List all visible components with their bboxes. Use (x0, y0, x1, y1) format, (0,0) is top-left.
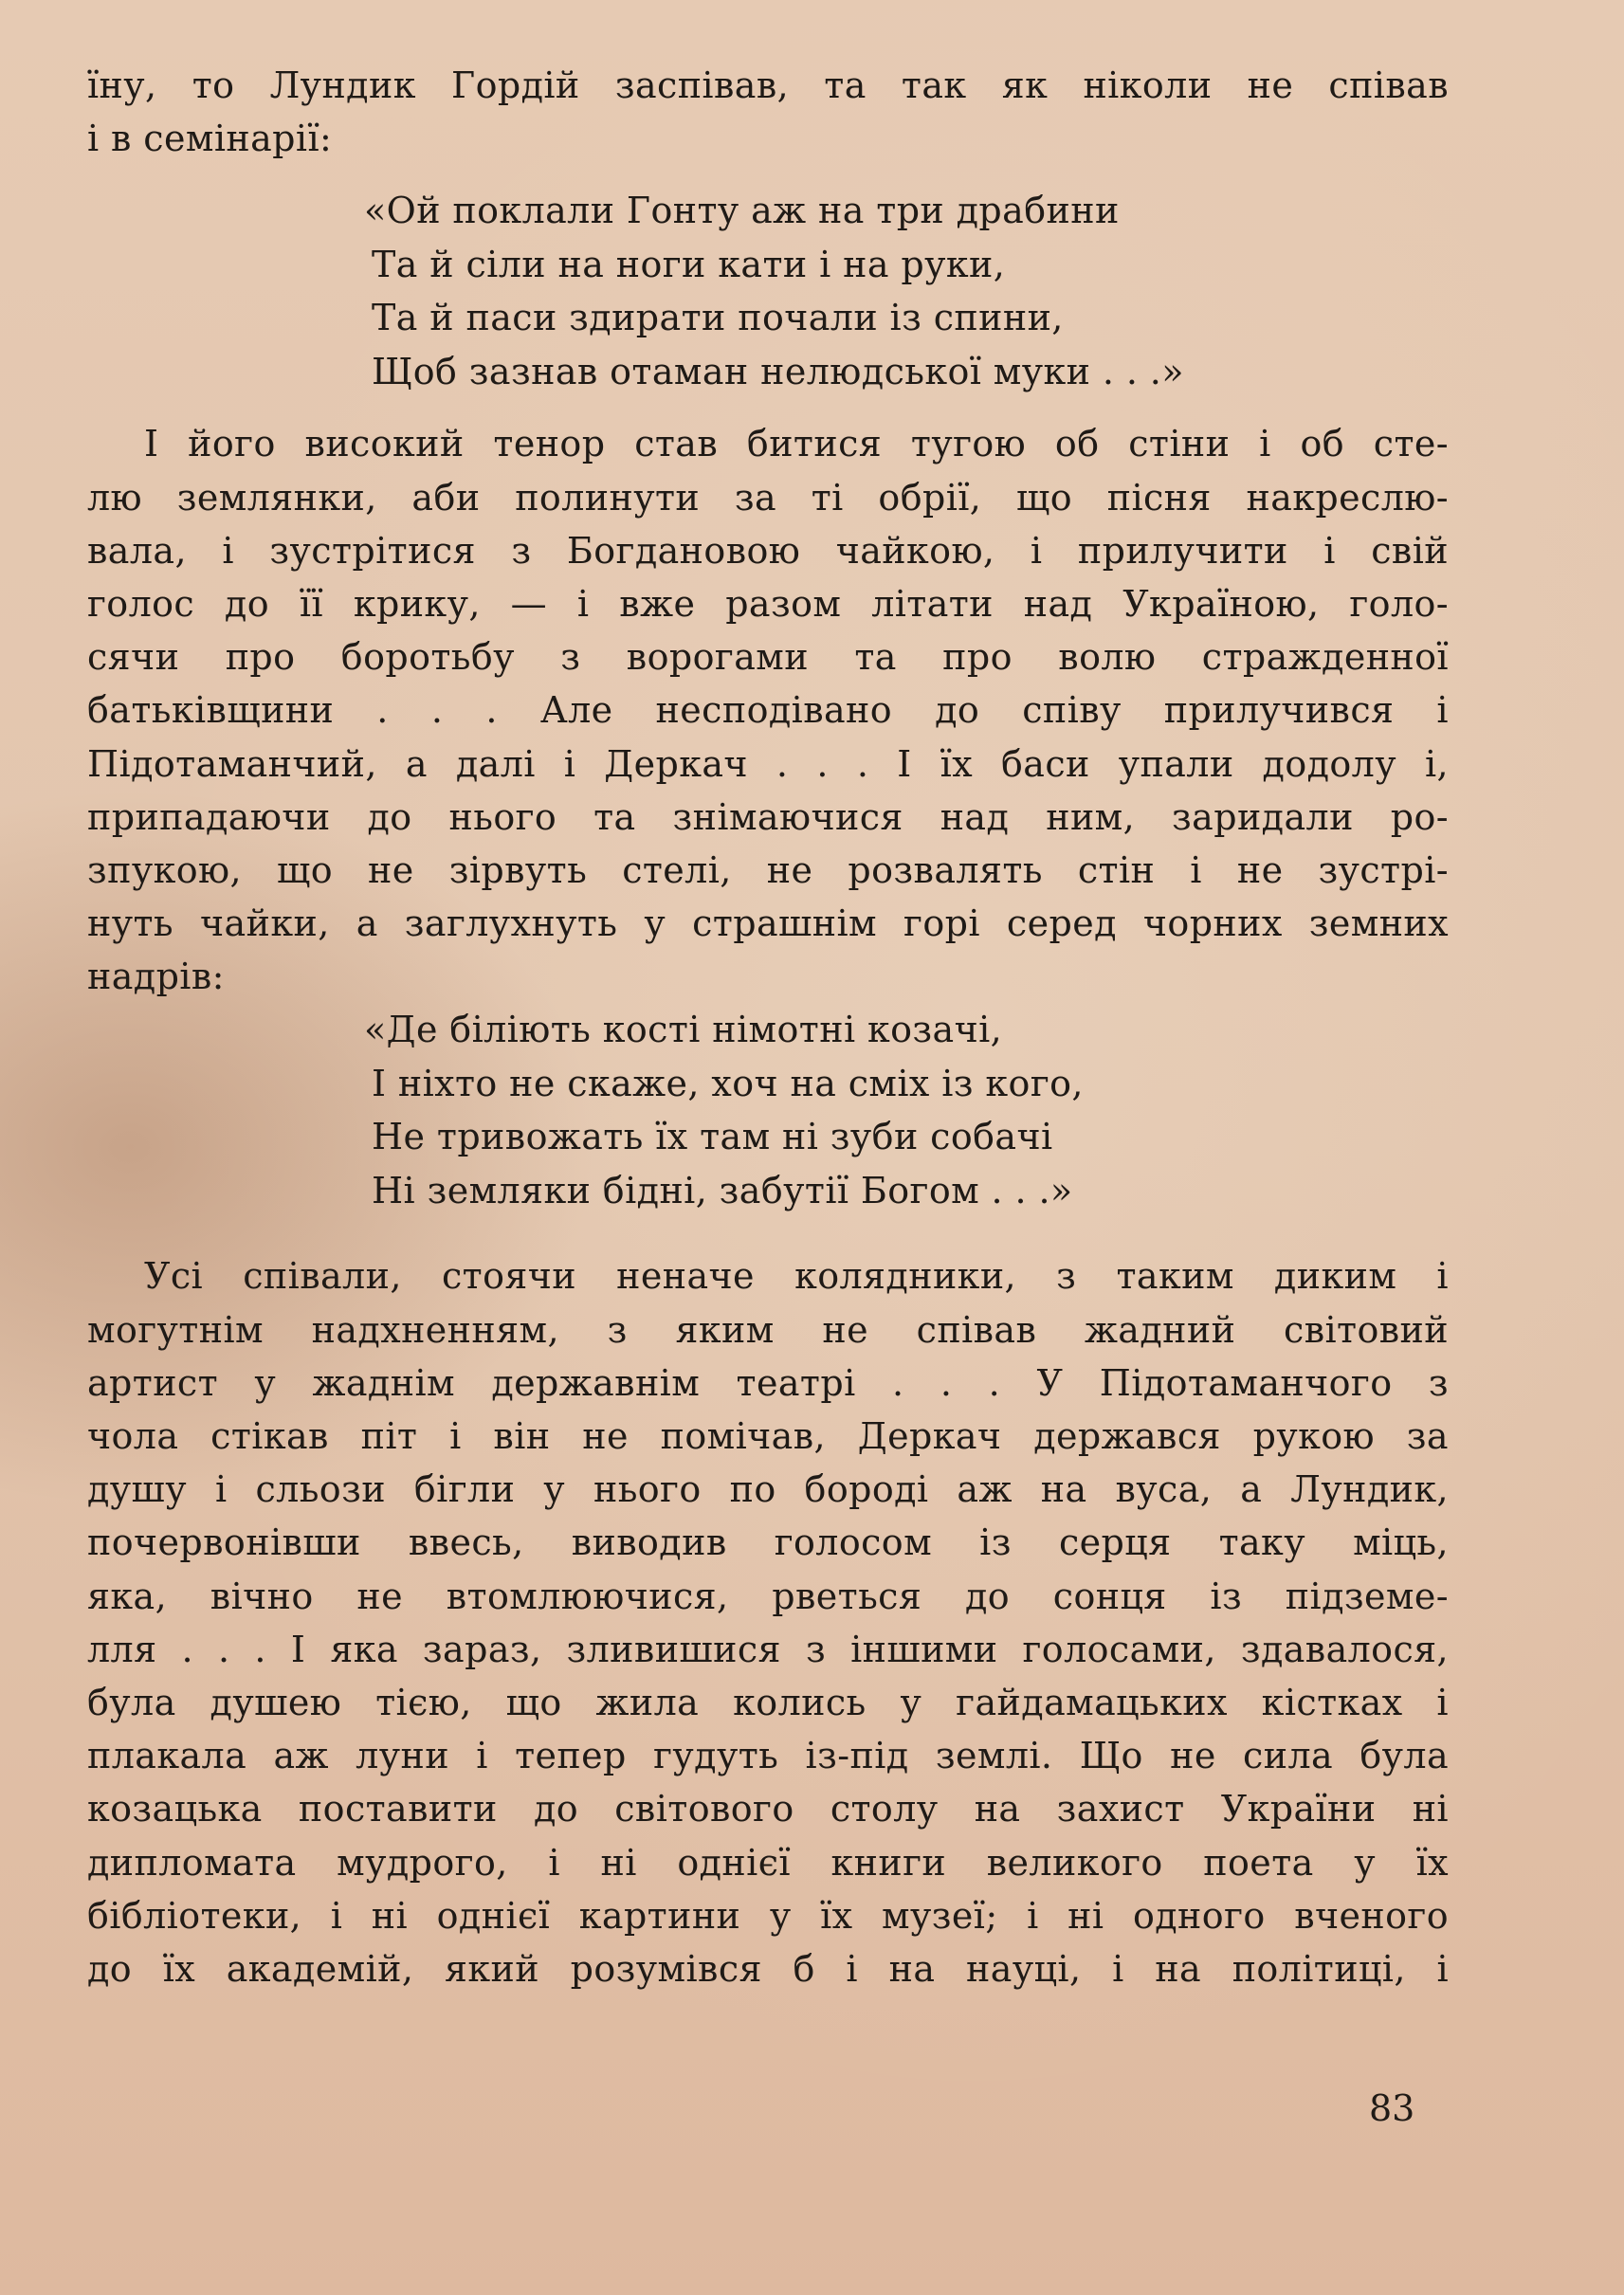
verse-line: Щоб зазнав отаман нелюдської муки . . .» (372, 350, 1184, 392)
text-line: могутнім надхненням, з яким не співав жадний світовий (87, 1308, 1449, 1351)
text-line: дипломата мудрого, і ні однієї книги великого поета у їх (87, 1841, 1449, 1884)
text-line: голос до її крику, — і вже разом літати над Україною, голо- (87, 582, 1449, 625)
text-line: яка, вічно не втомлюючися, рветься до сонця із підземе- (87, 1575, 1449, 1617)
verse-line: Та й сіли на ноги кати і на руки, (372, 243, 1006, 285)
text-line: бібліотеки, і ні однієї картини у їх музеї; і ні одного вченого (87, 1894, 1449, 1937)
verse-line: Та й паси здирати почали із спини, (372, 297, 1064, 339)
text-line: припадаючи до нього та знімаючися над ним, заридали ро- (87, 795, 1449, 838)
text-line: плакала аж луни і тепер гудуть із-під землі. Що не сила була (87, 1735, 1449, 1777)
text-line: чола стікав піт і він не помічав, Деркач держався рукою за (87, 1415, 1449, 1457)
text-line: і в семінарії: (87, 118, 333, 160)
verse-line: Ні земляки бідні, забутії Богом . . .» (372, 1169, 1073, 1211)
text-line: нуть чайки, а заглухнуть у страшнім горі серед чорних земних (87, 902, 1449, 945)
text-line: артист у жаднім державнім театрі . . . У Підотаманчого з (87, 1361, 1449, 1404)
verse-line: «Ой поклали Гонту аж на три драбини (364, 190, 1120, 232)
verse-stanza-1 (87, 184, 1449, 398)
text-line: І його високий тенор став битися тугою об стіни і об сте- (144, 423, 1449, 465)
text-line: лю землянки, аби полинути за ті обрії, що пісня накреслю- (87, 476, 1449, 519)
text-line: їну, то Лундик Гордій заспівав, та так як ніколи не співав (87, 64, 1449, 106)
text-line: була душею тією, що жила колись у гайдамацьких кістках і (87, 1681, 1449, 1723)
text-line: батьківщини . . . Але несподівано до співу прилучився і (87, 689, 1449, 732)
text-line: Усі співали, стоячи неначе колядники, з таким диким і (144, 1255, 1449, 1298)
paragraph-2 (87, 417, 1449, 1003)
text-line: душу і сльози бігли у нього по бороді аж на вуса, а Лундик, (87, 1468, 1449, 1511)
page-number: 83 (1369, 2087, 1415, 2129)
verse-line: Не тривожать їх там ні зуби собачі (372, 1116, 1053, 1158)
text-line: лля . . . І яка зараз, зливишися з іншими голосами, здавалося, (87, 1628, 1449, 1670)
text-line: вала, і зустрітися з Богдановою чайкою, і прилучити і свій (87, 529, 1449, 572)
verse-line: І ніхто не скаже, хоч на сміх із кого, (372, 1062, 1084, 1104)
verse-stanza-2 (87, 1003, 1449, 1217)
text-line: сячи про боротьбу з ворогами та про волю стражденної (87, 636, 1449, 679)
text-line: козацька поставити до світового столу на захист України ні (87, 1788, 1449, 1831)
page-text (87, 59, 1449, 1995)
verse-line: «Де біліють кості німотні козачі, (364, 1009, 1003, 1051)
text-line: до їх академій, який розумівся б і на науці, і на політиці, і (87, 1947, 1449, 1990)
text-line: почервонівши ввесь, виводив голосом із серця таку міць, (87, 1521, 1449, 1564)
text-line: зпукою, що не зірвуть стелі, не розвалять стін і не зустрі- (87, 848, 1449, 891)
text-line: надрів: (87, 956, 225, 998)
text-line: Підотаманчий, а далі і Деркач . . . І їх баси упали додолу і, (87, 742, 1449, 785)
paragraph-3 (87, 1249, 1449, 1995)
paragraph-continuation (87, 59, 1449, 165)
